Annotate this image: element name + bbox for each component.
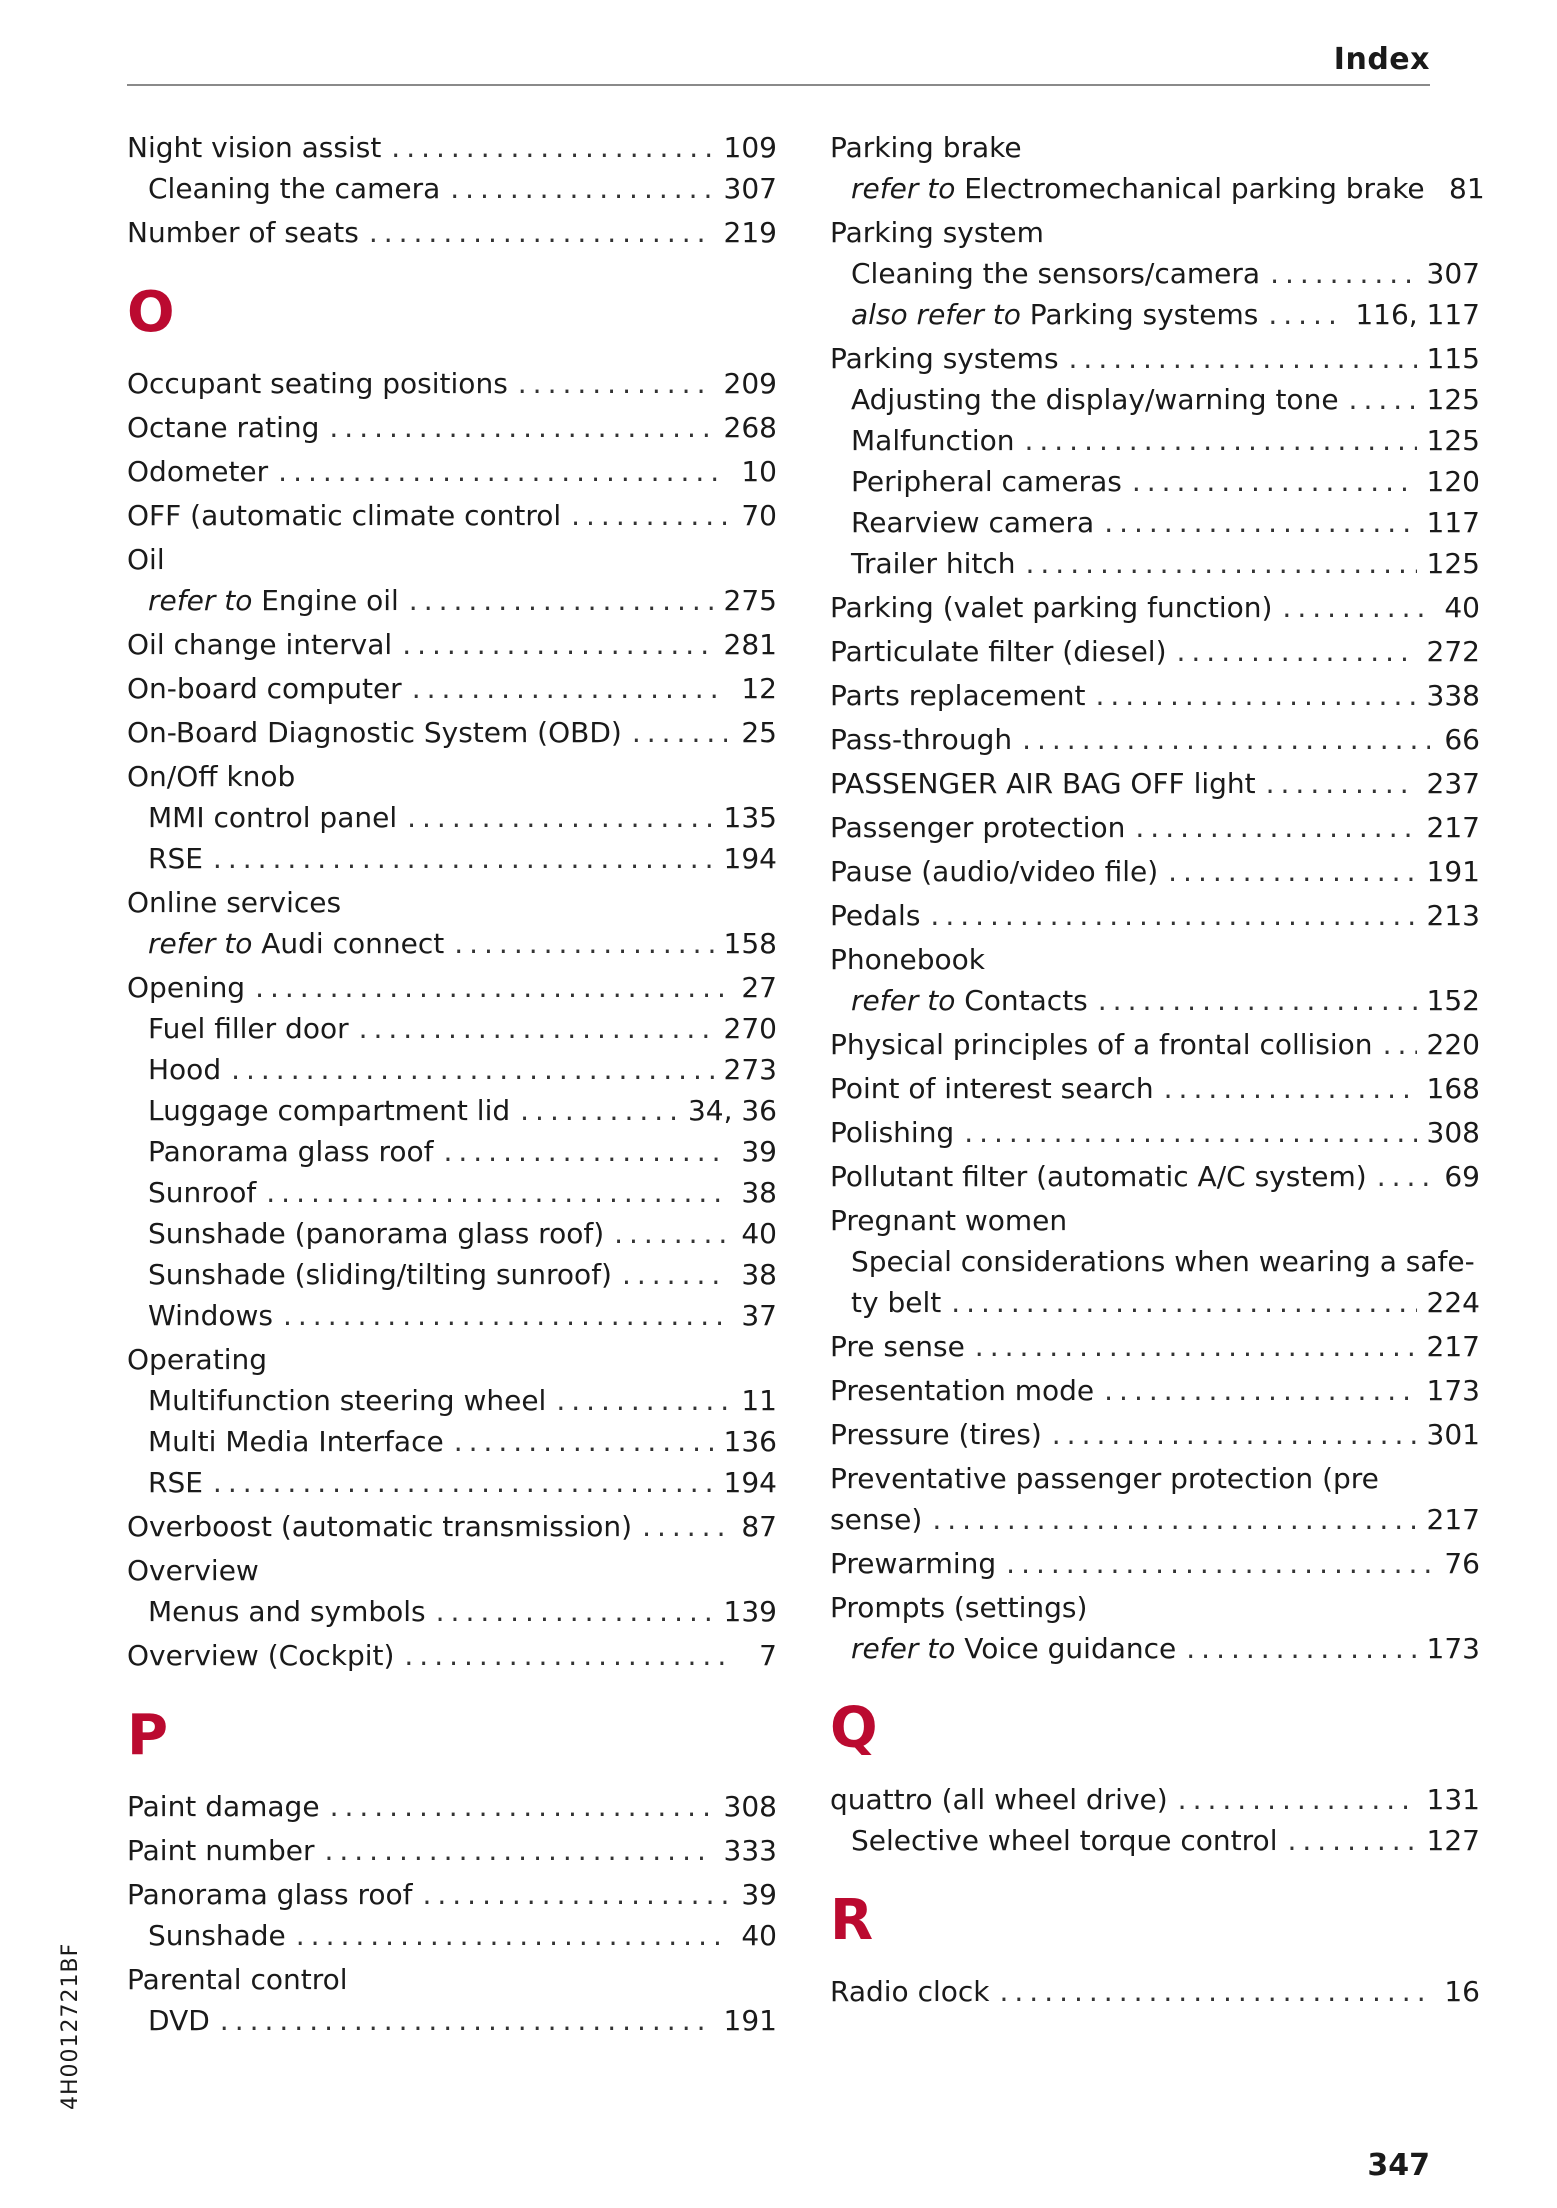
index-subentry: Luggage compartment lid ..... 34, 36: [127, 1090, 777, 1131]
index-entry: Opening ..... 27: [127, 967, 777, 1008]
header-title: Index: [1333, 42, 1430, 77]
index-entry: Oil change interval ..... 281: [127, 624, 777, 665]
index-heading: Online services: [127, 886, 342, 919]
index-subentry: Windows ..... 37: [127, 1295, 777, 1336]
index-heading: Parking brake: [830, 131, 1022, 164]
index-heading: Preventative passenger protection (pre: [830, 1462, 1379, 1495]
index-subentry: Cleaning the sensors/camera ..... 307: [830, 253, 1480, 294]
index-column-left: [127, 124, 777, 2041]
index-heading: Phonebook: [830, 943, 985, 976]
document-code: 4H0012721BF: [58, 1942, 83, 2110]
index-subentry: Peripheral cameras ..... 120: [830, 461, 1480, 502]
index-entry: Paint damage ..... 308: [127, 1786, 777, 1827]
index-subentry: also refer to Parking systems ..... 116, 117: [830, 294, 1480, 335]
index-entry: Prewarming ..... 76: [830, 1543, 1480, 1584]
index-heading: Parental control: [127, 1963, 348, 1996]
index-subentry: Multi Media Interface ..... 136: [127, 1421, 777, 1462]
index-subentry: RSE ..... 194: [127, 1462, 777, 1503]
index-entry: Parking (valet parking function) ..... 40: [830, 587, 1480, 628]
section-letter-r: R: [830, 1888, 874, 1953]
index-entry: OFF (automatic climate control ..... 70: [127, 495, 777, 536]
section-letter-p: P: [127, 1703, 169, 1768]
index-subentry: refer to Audi connect ..... 158: [127, 923, 777, 964]
index-heading: Oil: [127, 543, 165, 576]
index-entry: Particulate filter (diesel) ..... 272: [830, 631, 1480, 672]
index-entry: Octane rating ..... 268: [127, 407, 777, 448]
index-subentry: RSE ..... 194: [127, 838, 777, 879]
index-entry: Parking systems ..... 115: [830, 338, 1480, 379]
index-entry: Paint number ..... 333: [127, 1830, 777, 1871]
index-entry: Point of interest search ..... 168: [830, 1068, 1480, 1109]
index-entry: Physical principles of a frontal collision ..... 220: [830, 1024, 1480, 1065]
index-entry: PASSENGER AIR BAG OFF light ..... 237: [830, 763, 1480, 804]
section-letter-o: O: [127, 280, 175, 345]
index-heading: Pregnant women: [830, 1204, 1068, 1237]
index-entry: Panorama glass roof ..... 39: [127, 1874, 777, 1915]
index-subentry: MMI control panel ..... 135: [127, 797, 777, 838]
index-entry: On-board computer ..... 12: [127, 668, 777, 709]
index-heading: Prompts (settings): [830, 1591, 1088, 1624]
index-subentry: Adjusting the display/warning tone ..... 125: [830, 379, 1480, 420]
index-heading: Overview: [127, 1554, 259, 1587]
index-subentry: Sunroof ..... 38: [127, 1172, 777, 1213]
index-entry: Pressure (tires) ..... 301: [830, 1414, 1480, 1455]
header-divider: [127, 84, 1430, 86]
index-heading: Operating: [127, 1343, 267, 1376]
index-subentry: refer to Contacts ..... 152: [830, 980, 1480, 1021]
index-subentry: ty belt ..... 224: [830, 1282, 1480, 1323]
index-subentry: Sunshade (sliding/tilting sunroof) ..... 38: [127, 1254, 777, 1295]
index-entry: Presentation mode ..... 173: [830, 1370, 1480, 1411]
index-subentry: Panorama glass roof ..... 39: [127, 1131, 777, 1172]
index-entry-wrap: sense) ..... 217: [830, 1499, 1480, 1540]
index-entry: Night vision assist ..... 109: [127, 127, 777, 168]
index-subentry: Sunshade ..... 40: [127, 1915, 777, 1956]
index-subentry: DVD ..... 191: [127, 2000, 777, 2041]
index-subentry: Malfunction ..... 125: [830, 420, 1480, 461]
page-number: 347: [1367, 2148, 1430, 2183]
index-entry: Number of seats ..... 219: [127, 212, 777, 253]
index-entry: Overboost (automatic transmission) ..... 87: [127, 1506, 777, 1547]
index-entry: Overview (Cockpit) ..... 7: [127, 1635, 777, 1676]
index-subentry-wrap: Special considerations when wearing a safe-: [851, 1245, 1475, 1278]
index-subentry: Fuel filler door ..... 270: [127, 1008, 777, 1049]
index-entry: Pass-through ..... 66: [830, 719, 1480, 760]
index-entry: quattro (all wheel drive) ..... 131: [830, 1779, 1480, 1820]
section-letter-q: Q: [830, 1696, 878, 1761]
index-entry: On-Board Diagnostic System (OBD) ..... 25: [127, 712, 777, 753]
index-subentry: Multifunction steering wheel ..... 11: [127, 1380, 777, 1421]
index-subentry: Selective wheel torque control ..... 127: [830, 1820, 1480, 1861]
index-entry: Passenger protection ..... 217: [830, 807, 1480, 848]
index-subentry: Hood ..... 273: [127, 1049, 777, 1090]
index-entry: Odometer ..... 10: [127, 451, 777, 492]
index-subentry: Sunshade (panorama glass roof) ..... 40: [127, 1213, 777, 1254]
index-entry: Occupant seating positions ..... 209: [127, 363, 777, 404]
index-entry: Polishing ..... 308: [830, 1112, 1480, 1153]
index-heading: On/Off knob: [127, 760, 296, 793]
index-entry: Pre sense ..... 217: [830, 1326, 1480, 1367]
index-entry: Pollutant filter (automatic A/C system) ..... 69: [830, 1156, 1480, 1197]
index-subentry: refer to Voice guidance ..... 173: [830, 1628, 1480, 1669]
index-subentry: Menus and symbols ..... 139: [127, 1591, 777, 1632]
index-subentry: Trailer hitch ..... 125: [830, 543, 1480, 584]
index-subentry: refer to Engine oil ..... 275: [127, 580, 777, 621]
index-subentry: refer to Electromechanical parking brake 81: [851, 172, 1485, 205]
index-subentry: Rearview camera ..... 117: [830, 502, 1480, 543]
index-column-right: [830, 124, 1485, 2012]
index-subentry: Cleaning the camera ..... 307: [127, 168, 777, 209]
index-entry: Parts replacement ..... 338: [830, 675, 1480, 716]
index-heading: Parking system: [830, 216, 1044, 249]
index-entry: Radio clock ..... 16: [830, 1971, 1480, 2012]
index-entry: Pause (audio/video file) ..... 191: [830, 851, 1480, 892]
index-entry: Pedals ..... 213: [830, 895, 1480, 936]
